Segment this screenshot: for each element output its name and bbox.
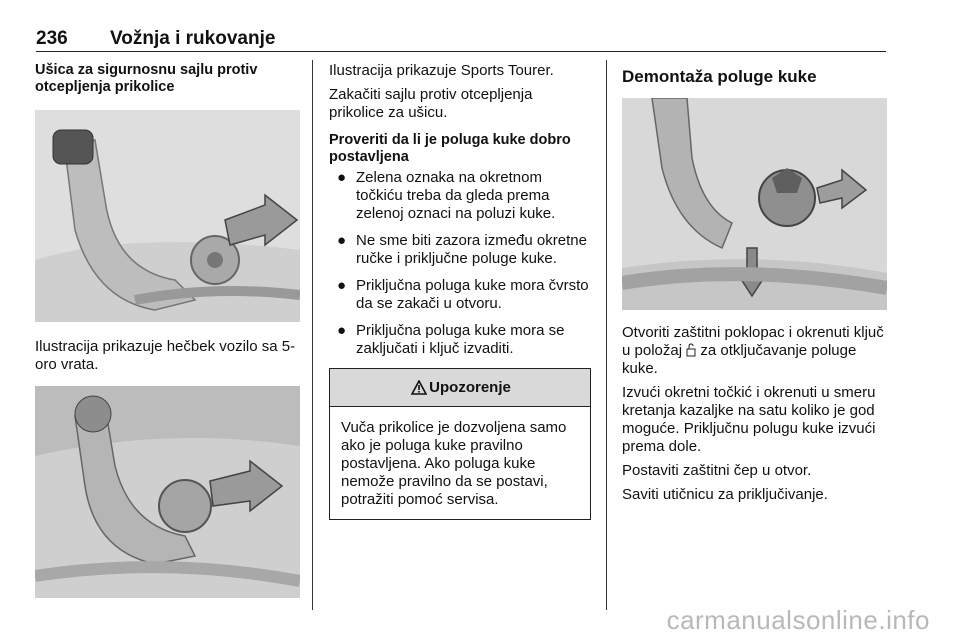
- illustration-hatchback-hitch: [35, 110, 300, 322]
- list-item: ● Priključna poluga kuke mora se zaključati i ključ izvaditi.: [337, 322, 565, 357]
- check-list: [329, 169, 591, 358]
- list-item: ● Zelena oznaka na okretnom točkiću treba da gleda prema zelenoj oznaci na poluzi kuke.: [337, 169, 556, 222]
- bullet-icon: ●: [337, 322, 347, 339]
- page-number: 236: [36, 28, 68, 49]
- caption-sports-tourer: Ilustracija prikazuje Sports Tourer.: [329, 62, 554, 79]
- section-title: Vožnja i rukovanje: [110, 28, 276, 49]
- column-2: [329, 62, 591, 520]
- warning-header: [330, 369, 590, 407]
- warning-icon: [411, 380, 427, 395]
- column-3: [622, 62, 890, 510]
- bullet-icon: ●: [337, 232, 347, 249]
- warning-text: Vuča prikolice je dozvoljena samo ako je poluga kuke pravilno postavljena. Ako poluga kuke nemože pravilno da se postavi, potražiti pomoć servisa.: [341, 419, 567, 508]
- heading-hitch-removal: Demontaža poluge kuke: [622, 67, 817, 86]
- illustration-hitch-removal: [622, 98, 887, 310]
- warning-box: [329, 368, 591, 520]
- paragraph-insert-cap: Postaviti zaštitni čep u otvor.: [622, 462, 812, 479]
- illustration-sports-tourer-hitch: [35, 386, 300, 598]
- unlock-position-icon: [686, 343, 696, 357]
- page-header: [36, 28, 886, 52]
- paragraph-pull-handwheel: Izvući okretni točkić i okrenuti u smeru kretanja kazaljke na satu koliko je god moguće. Priključnu polugu kuke izvući prema dole.: [622, 384, 876, 455]
- column-divider-2: [606, 60, 607, 610]
- subheading-safety-cable-eye: Ušica za sigurnosnu sajlu protiv otcepljenja prikolice: [35, 62, 258, 95]
- bullet-icon: ●: [337, 277, 347, 294]
- list-item: ● Ne sme biti zazora između okretne ručke i priključne poluge kuke.: [337, 232, 587, 267]
- bullet-icon: ●: [337, 169, 347, 186]
- paragraph-attach-cable: Zakačiti sajlu protiv otcepljenja prikolice za ušicu.: [329, 86, 533, 121]
- subheading-check-hitch: Proveriti da li je poluga kuke dobro postavljena: [329, 132, 571, 165]
- watermark: carmanualsonline.info: [666, 605, 930, 635]
- list-item: ● Priključna poluga kuke mora čvrsto da se zakači u otvoru.: [337, 277, 589, 312]
- column-1: [35, 62, 300, 598]
- caption-hatchback: Ilustracija prikazuje hečbek vozilo sa 5-oro vrata.: [35, 338, 296, 373]
- paragraph-fold-socket: Saviti utičnicu za priključivanje.: [622, 486, 828, 503]
- paragraph-unlock: Otvoriti zaštitni poklopac i okrenuti ključ u položaj za otključavanje poluge kuke.: [622, 324, 884, 377]
- column-divider-1: [312, 60, 313, 610]
- warning-title: Upozorenje: [429, 378, 511, 396]
